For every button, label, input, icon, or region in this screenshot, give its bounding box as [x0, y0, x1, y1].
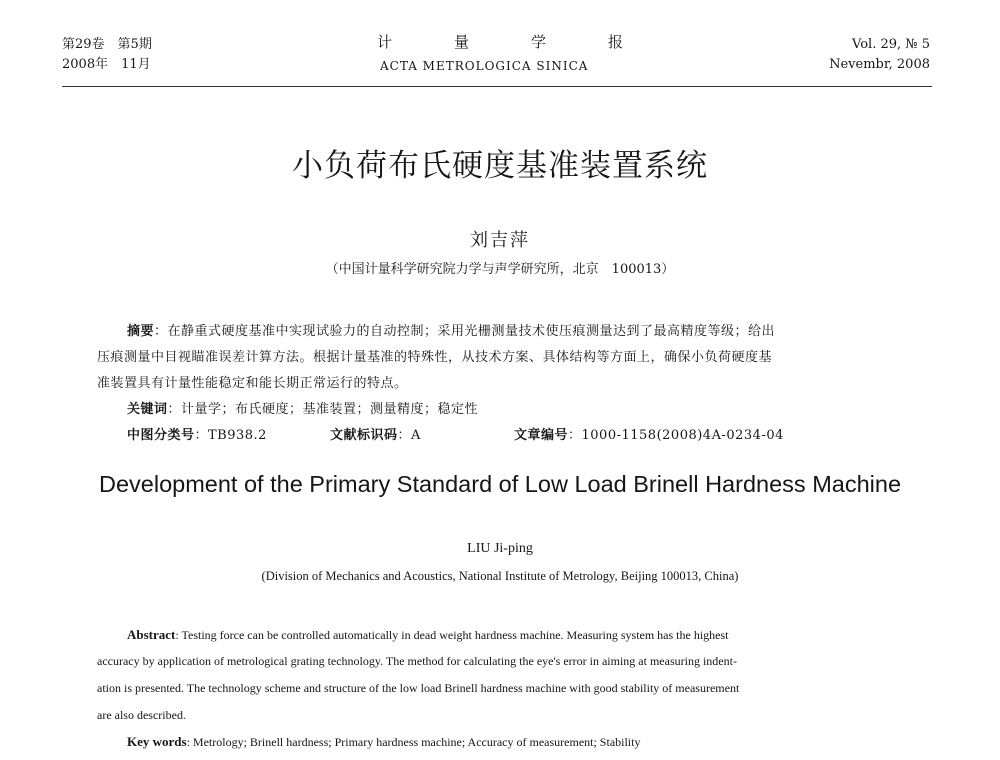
publication-date: 2008年 11月 [62, 57, 151, 72]
journal-name-cn: 计量学报 [377, 33, 686, 51]
abstract-cn-label: 摘要 [127, 324, 155, 339]
abstract-cn-line3: 准装置具有计量性能稳定和能长期正常运行的特点。 [97, 376, 408, 391]
author-cn: 刘吉萍 [470, 230, 530, 251]
journal-name-en: ACTA METROLOGICA SINICA [380, 59, 589, 73]
affiliation-en: (Division of Mechanics and Acoustics, National Institute of Metrology, Beijing 100013, China) [261, 569, 739, 583]
keywords-en: Key words: Metrology; Brinell hardness; Primary hardness machine; Accuracy of measurement; Stability [127, 734, 641, 749]
abstract-en-label: Abstract [127, 627, 176, 642]
abstract-cn-line2: 压痕测量中目视瞄准误差计算方法。根据计量基准的特殊性，从技术方案、具体结构等方面上，确保小负荷硬度基 [97, 350, 773, 365]
volume-issue: 第29卷 第5期 [62, 37, 152, 52]
keywords-cn-label: 关键词 [127, 402, 168, 417]
document-code: 文献标识码：A [330, 428, 421, 443]
paper-title-en: Development of the Primary Standard of Low Load Brinell Hardness Machine [98, 471, 902, 497]
abstract-en-line3: ation is presented. The technology scheme and structure of the low load Brinell hardness machine with good stability of measurement [97, 681, 740, 695]
abstract-en-line4: are also described. [97, 708, 186, 722]
volume-issue-en: Vol. 29, № 5 [852, 37, 930, 52]
abstract-cn-line1: 摘要：在静重式硬度基准中实现试验力的自动控制；采用光栅测量技术使压痕测量达到了最高精度等级；给出 [127, 324, 776, 339]
abstract-en-line2: accuracy by application of metrological grating technology. The method for calculating the eye's error in aiming at measuring indent- [97, 654, 737, 668]
keywords-cn: 关键词：计量学；布氏硬度；基准装置；测量精度；稳定性 [127, 402, 479, 417]
keywords-en-label: Key words [127, 734, 187, 749]
article-number: 文章编号：1000-1158(2008)4A-0234-04 [514, 428, 784, 443]
paper-title-cn: 小负荷布氏硬度基准装置系统 [292, 148, 708, 184]
header-rule [62, 86, 932, 87]
author-en: LIU Ji-ping [467, 541, 533, 556]
affiliation-cn: （中国计量科学研究院力学与声学研究所，北京 100013） [325, 262, 675, 277]
publication-date-en: Nevembr, 2008 [829, 57, 930, 72]
clc-number: 中图分类号：TB938.2 [127, 428, 267, 443]
abstract-en-line1: Abstract: Testing force can be controlled automatically in dead weight hardness machine. Measuring system has the highest [127, 627, 729, 642]
